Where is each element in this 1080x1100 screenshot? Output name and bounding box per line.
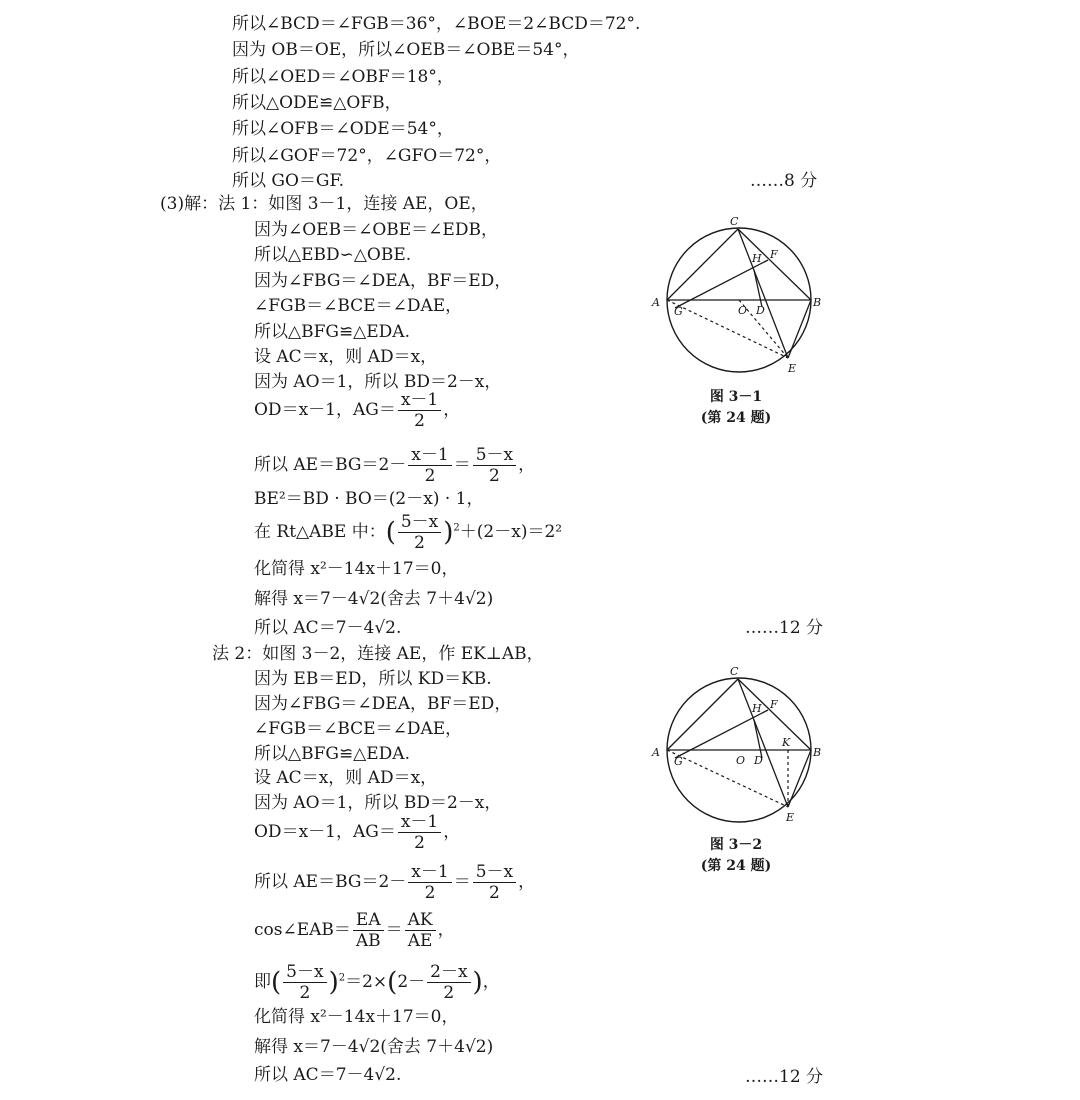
m1-frac-x1: $\frac{x-1}{2}$ (398, 390, 441, 431)
score-8: ……8 分 (750, 171, 818, 191)
segment-ac (667, 229, 738, 300)
m2-frac-5x-sq: $\frac{5-x}{2}$ (283, 962, 326, 1003)
m2-heading: 法 2：如图 3－2，连接 AE，作 EK⊥AB， (212, 644, 544, 664)
m2-cos-line: cos∠EAB＝ $\frac{EA}{AB}$ ＝ $\frac{AK}{AE}$ ， (254, 910, 455, 951)
m2-ae-line: 所以 AE＝BG＝2－ $\frac{x-1}{2}$ ＝ $\frac{5-x}{2}$ ， (254, 862, 536, 903)
m1-ae-line: 所以 AE＝BG＝2－ $\frac{x-1}{2}$ ＝ $\frac{5-x}{2}$ ， (254, 445, 536, 486)
segment-cb (738, 229, 811, 300)
label-f: F (770, 698, 778, 711)
figure-3-2-subcaption: (第 24 题) (700, 858, 772, 874)
m1-rt-line: 在 Rt△ABE 中：( $\frac{5-x}{2}$ )$^2$＋(2－x)＝2² (254, 512, 563, 553)
label-d: D (756, 304, 765, 317)
m1-frac-x1b: $\frac{x-1}{2}$ (408, 445, 451, 486)
label-c: C (730, 665, 739, 678)
label-o: O (736, 754, 746, 767)
segment-gf (675, 710, 768, 758)
line-angle-oed: 所以∠OED＝∠OBF＝18°， (232, 67, 454, 87)
label-h: H (752, 702, 762, 715)
label-b: B (813, 746, 822, 759)
m2-frac-ak-ae: $\frac{AK}{AE}$ (405, 910, 436, 951)
m2-line-3: ∠FGB＝∠BCE＝∠DAE， (254, 719, 463, 739)
m2-frac-x1: $\frac{x-1}{2}$ (398, 812, 441, 853)
m1-od-line: OD＝x－1，AG＝ $\frac{x-1}{2}$ ， (254, 390, 461, 431)
label-o: O (738, 304, 748, 317)
segment-ce (738, 679, 788, 807)
label-b: B (813, 296, 822, 309)
line-congruent-ode-ofb: 所以△ODE≌△OFB， (232, 93, 402, 113)
label-e: E (788, 362, 797, 375)
figure-3-1 (650, 210, 830, 385)
m2-line-6: 因为 AO＝1，所以 BD＝2－x， (254, 793, 502, 813)
segment-cb (738, 679, 811, 750)
m1-line-7: 因为 AO＝1，所以 BD＝2－x， (254, 372, 502, 392)
segment-be (788, 300, 811, 358)
segment-ac (667, 679, 738, 750)
m2-ji-line: 即( $\frac{5-x}{2}$ )$^2$＝2×(2－ $\frac{2-x}{2}$ )， (254, 962, 500, 1003)
line-angle-gof: 所以∠GOF＝72°，∠GFO＝72°， (232, 146, 502, 166)
m1-od-prefix: OD＝x－1，AG＝ (254, 400, 396, 420)
dashed-ae (667, 300, 788, 358)
label-a: A (652, 296, 660, 309)
m1-simplify: 化简得 x²－14x＋17＝0， (254, 559, 459, 579)
m1-line-2: 所以△EBD∽△OBE. (254, 245, 412, 265)
m1-be-line: BE²＝BD · BO＝(2－x) · 1， (254, 489, 484, 509)
m2-frac-5x: $\frac{5-x}{2}$ (473, 862, 516, 903)
m1-ae-prefix: 所以 AE＝BG＝2－ (254, 455, 407, 475)
m1-line-1: 因为∠OEB＝∠OBE＝∠EDB， (254, 220, 498, 240)
m2-line-5: 设 AC＝x，则 AD＝x， (254, 768, 438, 788)
label-e: E (786, 811, 795, 824)
score-12-m2: ……12 分 (745, 1067, 824, 1087)
segment-ce (738, 229, 788, 358)
m2-simplify: 化简得 x²－14x＋17＝0， (254, 1007, 459, 1027)
label-a: A (652, 746, 660, 759)
m1-line-4: ∠FGB＝∠BCE＝∠DAE， (254, 296, 463, 316)
m2-frac-x1b: $\frac{x-1}{2}$ (408, 862, 451, 903)
part3-heading: (3)解：法 1：如图 3－1，连接 AE，OE， (160, 194, 488, 214)
m2-frac-ea-ab: $\frac{EA}{AB}$ (353, 910, 384, 951)
m2-line-1: 因为 EB＝ED，所以 KD＝KB. (254, 669, 492, 689)
segment-be (788, 750, 811, 807)
m1-frac-5x: $\frac{5-x}{2}$ (473, 445, 516, 486)
m1-line-3: 因为∠FBG＝∠DEA，BF＝ED， (254, 271, 512, 291)
label-h: H (752, 252, 762, 265)
label-c: C (730, 215, 739, 228)
label-f: F (770, 248, 778, 261)
label-k: K (782, 736, 791, 749)
m2-result: 所以 AC＝7－4√2. (254, 1065, 402, 1085)
score-12-m1: ……12 分 (745, 618, 824, 638)
m2-line-4: 所以△BFG≌△EDA. (254, 744, 410, 764)
m2-line-2: 因为∠FBG＝∠DEA，BF＝ED， (254, 694, 512, 714)
line-angle-bcd: 所以∠BCD＝∠FGB＝36°，∠BOE＝2∠BCD＝72°. (232, 14, 641, 34)
line-angle-ofb: 所以∠OFB＝∠ODE＝54°， (232, 119, 454, 139)
m1-line-5: 所以△BFG≌△EDA. (254, 322, 410, 342)
figure-3-2 (650, 662, 830, 832)
label-g: G (674, 305, 683, 318)
m2-od-line: OD＝x－1，AG＝ $\frac{x-1}{2}$ ， (254, 812, 461, 853)
figure-3-1-caption: 图 3－1 (709, 389, 763, 405)
m2-solve: 解得 x＝7－4√2(舍去 7＋4√2) (254, 1037, 494, 1057)
label-g: G (674, 755, 683, 768)
m1-result: 所以 AC＝7－4√2. (254, 618, 402, 638)
m1-frac-5x-sq: $\frac{5-x}{2}$ (398, 512, 441, 553)
m2-frac-2x: $\frac{2-x}{2}$ (427, 962, 470, 1003)
figure-3-2-caption: 图 3－2 (709, 837, 763, 853)
segment-gf (675, 260, 768, 308)
m1-line-6: 设 AC＝x，则 AD＝x， (254, 347, 438, 367)
line-go-gf: 所以 GO＝GF. (232, 171, 345, 191)
label-d: D (754, 754, 763, 767)
line-ob-oe: 因为 OB＝OE，所以∠OEB＝∠OBE＝54°， (232, 40, 580, 60)
m1-solve: 解得 x＝7－4√2(舍去 7＋4√2) (254, 589, 494, 609)
figure-3-1-subcaption: (第 24 题) (700, 410, 772, 426)
